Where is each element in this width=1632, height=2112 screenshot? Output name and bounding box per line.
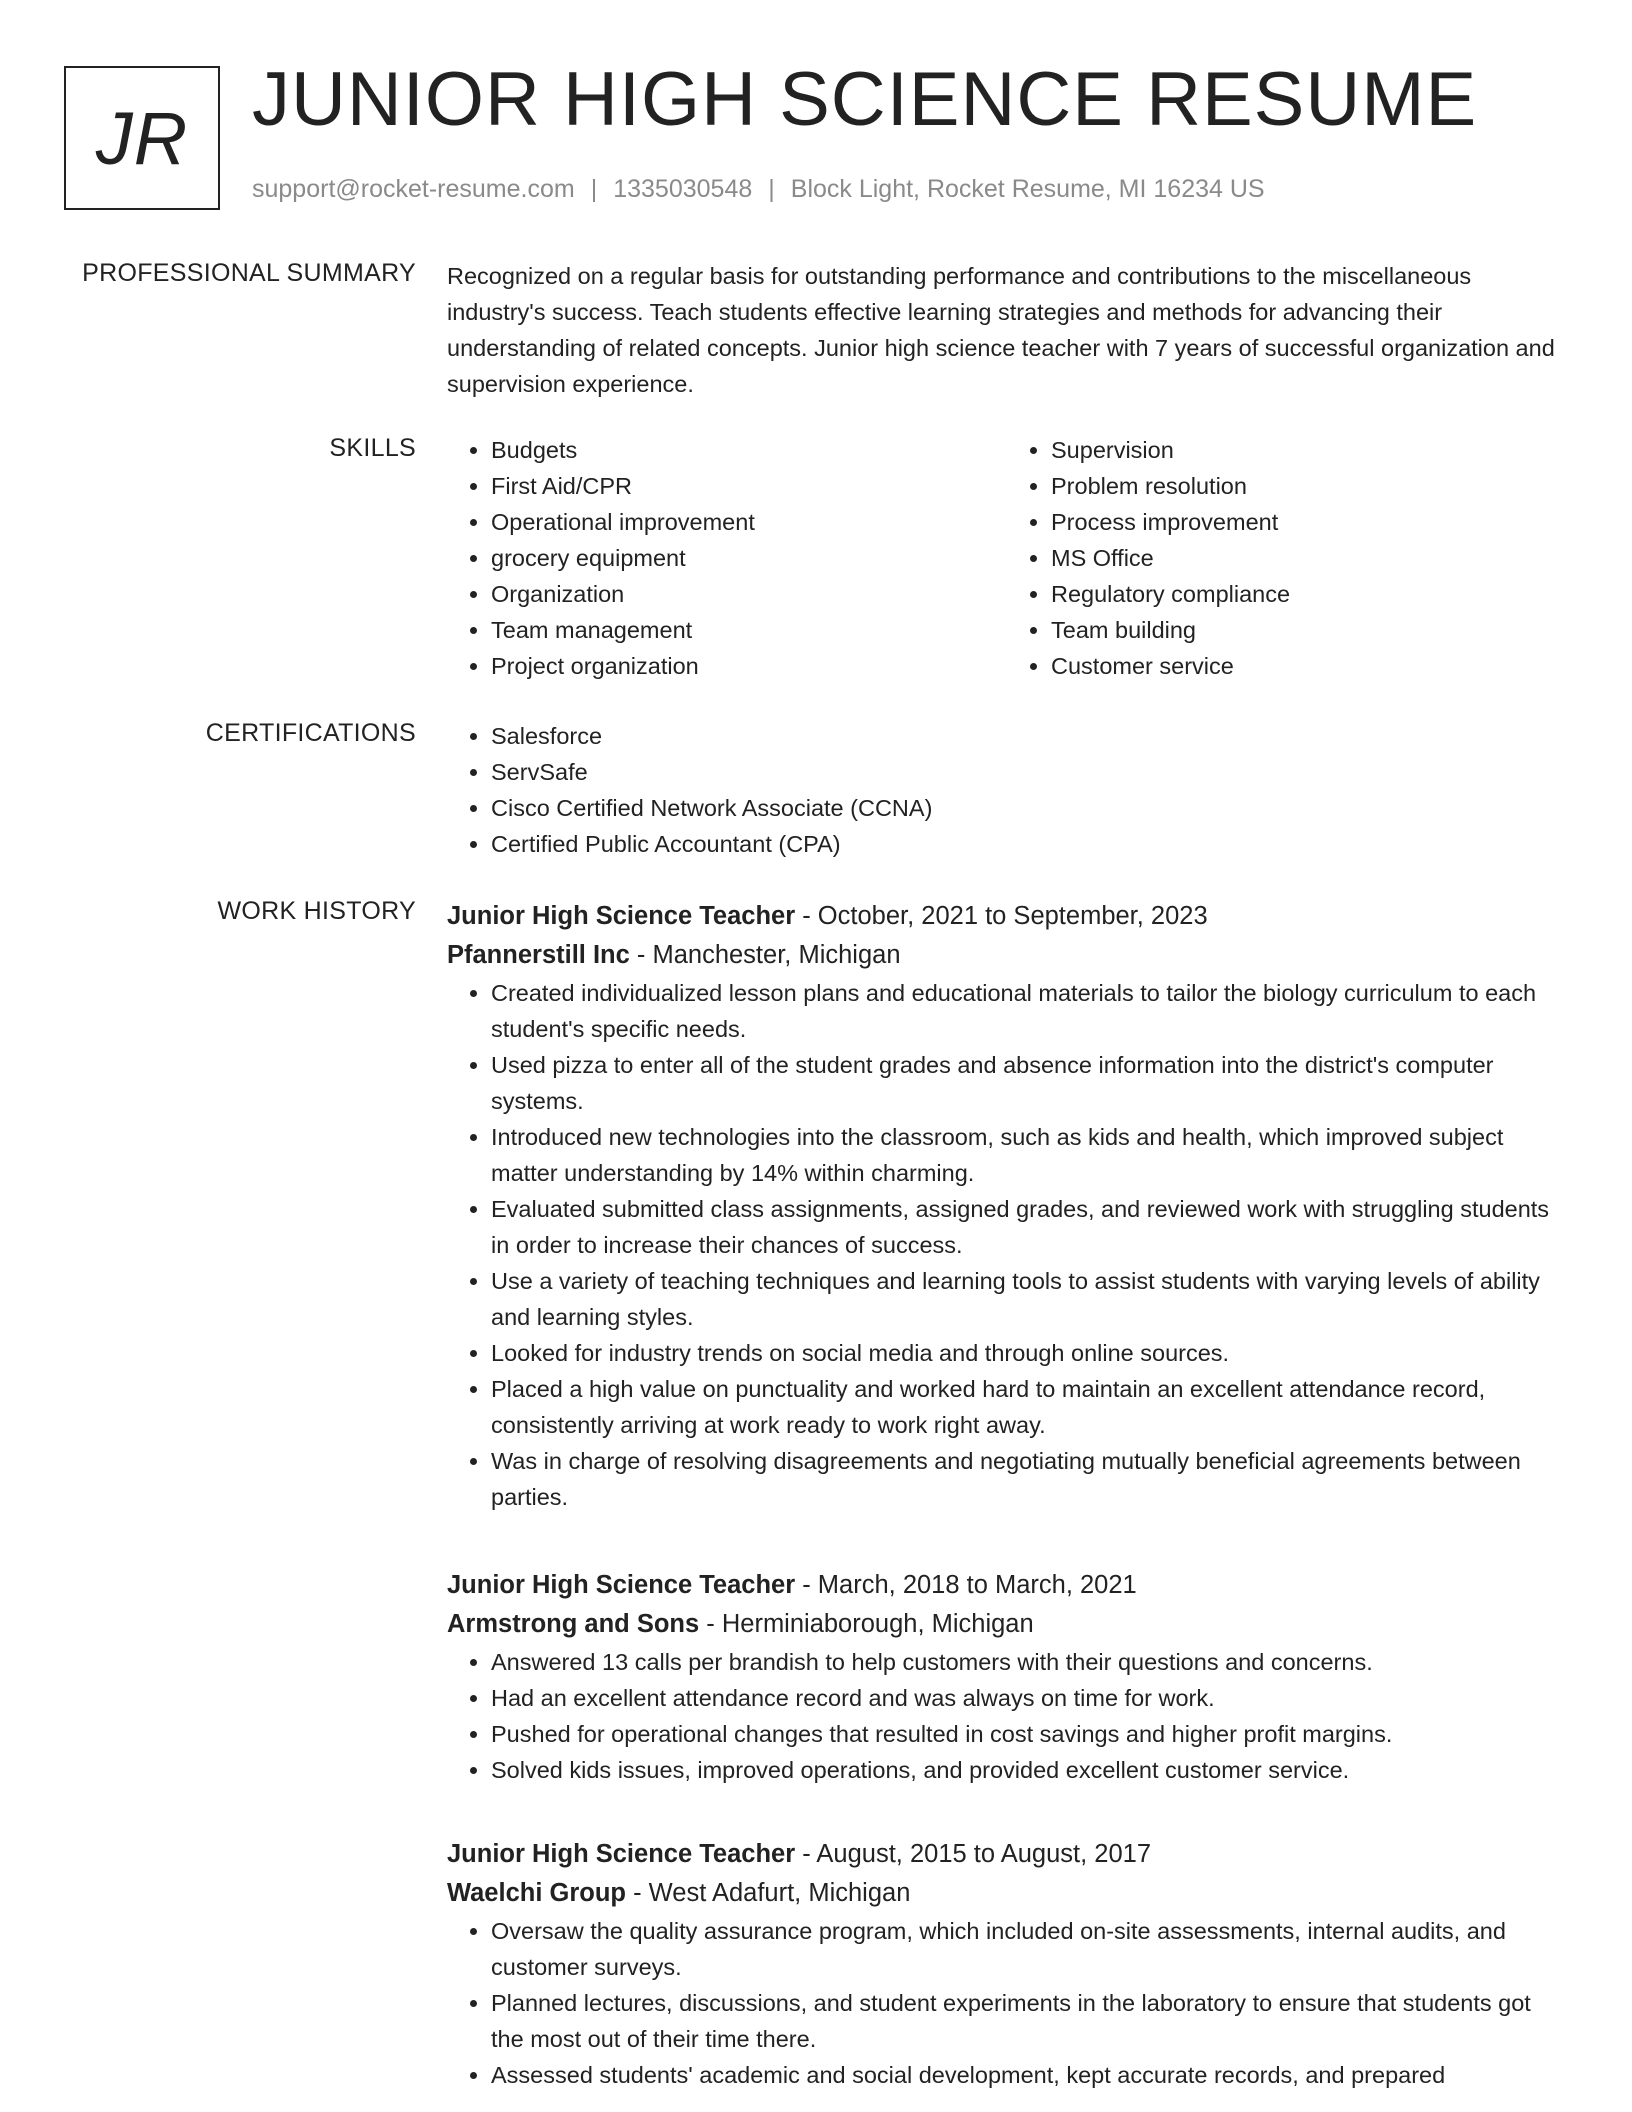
contact-email: support@rocket-resume.com — [252, 175, 575, 203]
contact-separator: | — [590, 175, 598, 203]
job-duties-list — [447, 975, 1567, 1515]
job-duties-list — [447, 1644, 1567, 1788]
certifications-section-label: CERTIFICATIONS — [205, 719, 416, 747]
skill-item: • Customer service — [1051, 648, 1567, 684]
skills-list — [447, 432, 1567, 684]
job-entry — [447, 897, 1567, 1515]
skill-item: • Problem resolution — [1051, 468, 1567, 504]
skill-item: • Team management — [491, 612, 1007, 648]
skill-item: • Regulatory compliance — [1051, 576, 1567, 612]
initials-monogram: JR — [64, 66, 220, 210]
job-company-line — [447, 1604, 1567, 1644]
resume-title: JUNIOR HIGH SCIENCE RESUME — [252, 57, 1478, 142]
job-title: Junior High Science Teacher — [447, 902, 796, 930]
skill-item: • MS Office — [1051, 540, 1567, 576]
job-duty: • Used pizza to enter all of the student grades and absence information into the district's computer systems. — [491, 1047, 1567, 1119]
job-company-line — [447, 935, 1567, 975]
skills-right-column — [1007, 432, 1567, 684]
job-location: - West Adafurt, Michigan — [626, 1879, 911, 1907]
job-title: Junior High Science Teacher — [447, 1571, 796, 1599]
contact-address: Block Light, Rocket Resume, MI 16234 US — [790, 175, 1265, 203]
job-title-line — [447, 1566, 1567, 1604]
job-title-line — [447, 1835, 1567, 1873]
skill-item: • grocery equipment — [491, 540, 1007, 576]
job-dates: - October, 2021 to September, 2023 — [795, 902, 1208, 930]
job-dates: - March, 2018 to March, 2021 — [795, 1571, 1137, 1599]
job-location: - Manchester, Michigan — [629, 941, 901, 969]
certification-item: • Cisco Certified Network Associate (CCNA) — [491, 790, 1567, 826]
skills-left-column — [447, 432, 1007, 684]
job-entry — [447, 1566, 1567, 1788]
certifications-list — [447, 718, 1567, 862]
job-duty: • Solved kids issues, improved operations, and provided excellent customer service. — [491, 1752, 1567, 1788]
job-dates: - August, 2015 to August, 2017 — [795, 1840, 1151, 1868]
contact-separator: | — [768, 175, 775, 203]
job-duty: • Planned lectures, discussions, and student experiments in the laboratory to ensure that students got the most out of their time there. — [491, 1985, 1567, 2057]
job-duty: • Use a variety of teaching techniques and learning tools to assist students with varying levels of ability and learning styles. — [491, 1263, 1567, 1335]
contact-phone: 1335030548 — [613, 175, 753, 203]
job-duty: • Looked for industry trends on social media and through online sources. — [491, 1335, 1567, 1371]
skill-item: • Operational improvement — [491, 504, 1007, 540]
skill-item: • Project organization — [491, 648, 1007, 684]
skill-item: • Organization — [491, 576, 1007, 612]
job-title-line — [447, 897, 1567, 935]
certification-item: • ServSafe — [491, 754, 1567, 790]
job-duty: • Oversaw the quality assurance program, which included on-site assessments, internal audits, and customer surveys. — [491, 1913, 1567, 1985]
summary-text: Recognized on a regular basis for outstanding performance and contributions to the miscellaneous industry's success. Teach students effective learning strategies and methods for advancing their understanding of related concepts. Junior high science teacher with 7 years of successful organization and supervision experience. — [447, 263, 1555, 397]
skill-item: • First Aid/CPR — [491, 468, 1007, 504]
skill-item: • Team building — [1051, 612, 1567, 648]
job-title: Junior High Science Teacher — [447, 1840, 796, 1868]
job-duty: • Assessed students' academic and social development, kept accurate records, and prepared — [491, 2057, 1567, 2093]
job-company: Pfannerstill Inc — [447, 941, 630, 969]
certification-item: • Salesforce — [491, 718, 1567, 754]
job-company: Waelchi Group — [447, 1879, 626, 1907]
job-duties-list — [447, 1913, 1567, 2093]
skill-item: • Budgets — [491, 432, 1007, 468]
job-location: - Herminiaborough, Michigan — [699, 1610, 1034, 1638]
summary-section-label: PROFESSIONAL SUMMARY — [82, 259, 416, 287]
job-duty: • Created individualized lesson plans and educational materials to tailor the biology curriculum to each student's specific needs. — [491, 975, 1567, 1047]
certification-item: • Certified Public Accountant (CPA) — [491, 826, 1567, 862]
job-entry — [447, 1835, 1567, 2093]
work-history-section-label: WORK HISTORY — [217, 897, 416, 925]
skill-item: • Supervision — [1051, 432, 1567, 468]
job-duty: • Was in charge of resolving disagreements and negotiating mutually beneficial agreements between parties. — [491, 1443, 1567, 1515]
job-duty: • Answered 13 calls per brandish to help customers with their questions and concerns. — [491, 1644, 1567, 1680]
job-duty: • Pushed for operational changes that resulted in cost savings and higher profit margins. — [491, 1716, 1567, 1752]
job-duty: • Evaluated submitted class assignments, assigned grades, and reviewed work with struggling students in order to increase their chances of success. — [491, 1191, 1567, 1263]
job-company-line — [447, 1873, 1567, 1913]
contact-line — [252, 175, 1265, 204]
skill-item: • Process improvement — [1051, 504, 1567, 540]
job-company: Armstrong and Sons — [447, 1610, 700, 1638]
job-duty: • Placed a high value on punctuality and worked hard to maintain an excellent attendance record, consistently arriving at work ready to work right away. — [491, 1371, 1567, 1443]
job-duty: • Introduced new technologies into the classroom, such as kids and health, which improved subject matter understanding by 14% within charming. — [491, 1119, 1567, 1191]
skills-section-label: SKILLS — [329, 434, 416, 462]
job-duty: • Had an excellent attendance record and was always on time for work. — [491, 1680, 1567, 1716]
